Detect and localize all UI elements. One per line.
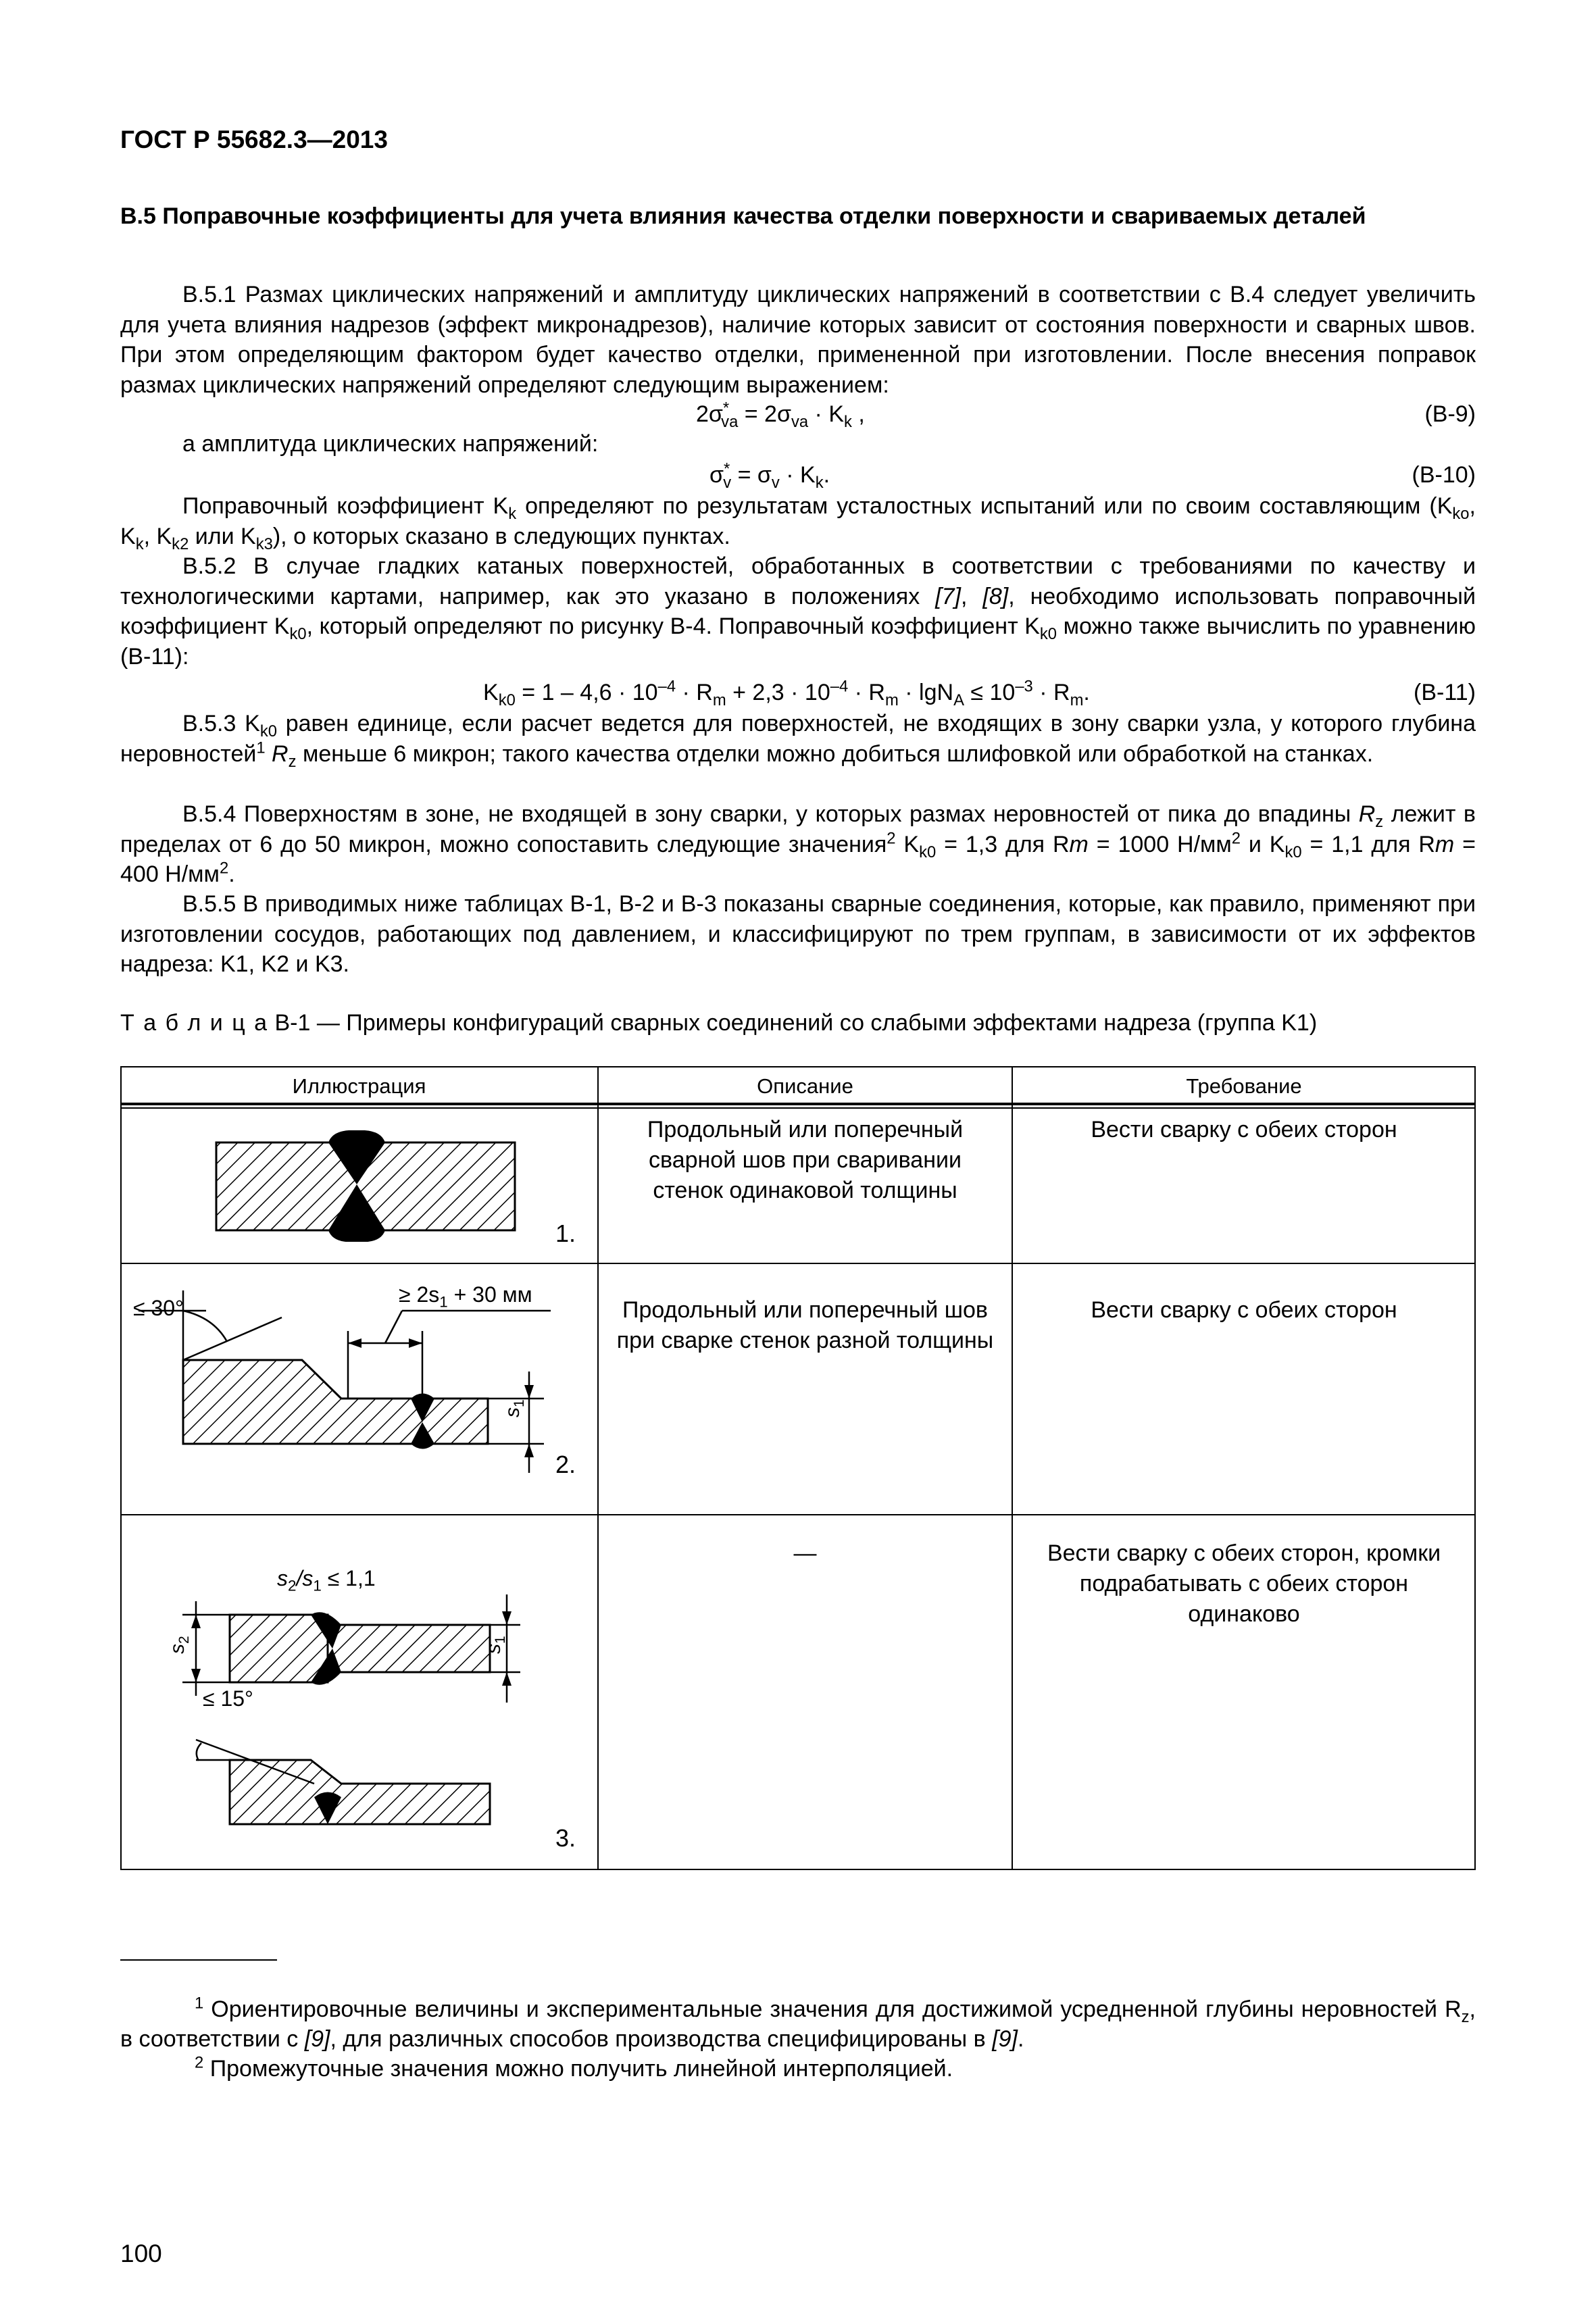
- equation-number-b11: (В-11): [1414, 680, 1476, 705]
- row1-number: 1.: [555, 1219, 576, 1247]
- table-caption: Т а б л и ц а В-1 — Примеры конфигураций сварных соединений со слабыми эффектами надреза (группа K1): [120, 1010, 1318, 1036]
- footnote-separator: [120, 1959, 277, 1961]
- column-header-description: Описание: [757, 1074, 853, 1098]
- row2-description: Продольный или поперечный шов при сварке стенок разной толщины: [616, 1297, 994, 1353]
- column-header-illustration: Иллюстрация: [292, 1074, 426, 1098]
- fig3-angle-label: ≤ 15°: [203, 1686, 253, 1711]
- paragraph-b51: В.5.1 Размах циклических напряжений и амплитуду циклических напряжений в соответствии с В.4 следует увеличить для учета влияния надрезов (эффект микронадрезов), наличие которых зависит от состояния поверхности и сварных швов. При этом определяющим фактором будет качество отделки, примененной при изготовлении. После внесения поправок размах циклических напряжений определяют следующим выражением:: [120, 282, 1476, 398]
- row2-number: 2.: [555, 1451, 576, 1478]
- footnote-2: $^2$ Промежуточные значения можно получить линейной интерполяцией.: [195, 2053, 953, 2082]
- paragraph-b54: В.5.4 Поверхностям в зоне, не входящей в зону сварки, у которых размах неровностей от пика до впадины $R_z$ лежит в пределах от 6 до 50 микрон, можно сопоставить следующие значения$^2$ $K_{k0} = 1,3$ для Rm = 1000 $Н/мм^2$ и $K_{k0} = 1,1$ для Rm = 400 $Н/мм^2$.: [120, 801, 1476, 887]
- fig2-angle-label: ≤ 30°: [133, 1296, 184, 1320]
- equation-b9: $2\sigma^*_{va} = 2\sigma_{va} \cdot K_k$ ,: [696, 399, 865, 431]
- row3-description: —: [793, 1540, 817, 1566]
- equation-b10: $\sigma^*_v = \sigma_v \cdot K_k$.: [709, 459, 830, 492]
- fig3-right-thickness-label: $s_1$: [482, 1636, 508, 1654]
- fig2-length-label: ≥ $2s_1 + 30$ мм: [399, 1282, 532, 1311]
- row1-requirement: Вести сварку с обеих сторон: [1091, 1117, 1397, 1142]
- column-header-requirement: Требование: [1186, 1074, 1302, 1098]
- equation-b11: $K_{k0} = 1 - 4,6 \cdot 10^{-4} \cdot R_m + 2,3 \cdot 10^{-4} \cdot R_m \cdot \lg N_A \le 10^{-3} \cdot R_m$.: [483, 677, 1090, 709]
- fig3-left-thickness-label: $s_2$: [166, 1636, 192, 1654]
- equation-number-b9: (В-9): [1424, 401, 1476, 427]
- weld-illustration-equal-thickness: [215, 1130, 519, 1242]
- page-number: 100: [120, 2240, 162, 2267]
- paragraph-b52: В.5.2 В случае гладких катаных поверхностей, обработанных в соответствии с требованиями по качеству и технологическими картами, например, как это указано в положениях [7], [8], необходимо использовать поправочный коэффициент $K_{k0}$, который определяют по рисунку В-4. Поправочный коэффициент $K_{k0}$ можно также вычислить по уравнению (В-11):: [120, 553, 1476, 670]
- document-header: ГОСТ Р 55682.3—2013: [120, 126, 388, 153]
- amplitude-intro: а амплитуда циклических напряжений:: [182, 431, 599, 457]
- footnote-1: $^1$ Ориентировочные величины и экспериментальные значения для достижимой усредненной глубины неровностей $R_z$, в соответствии с [9], для различных способов производства специфицированы в [9].: [120, 1994, 1476, 2052]
- section-heading: В.5 Поправочные коэффициенты для учета влияния качества отделки поверхности и свариваемых деталей: [120, 203, 1366, 229]
- row2-requirement: Вести сварку с обеих сторон: [1091, 1297, 1397, 1323]
- fig2-thickness-label: $s_1$: [501, 1399, 527, 1417]
- row3-requirement: Вести сварку с обеих сторон, кромки подрабатывать с обеих сторон одинаково: [1047, 1540, 1441, 1627]
- equation-number-b10: (В-10): [1412, 462, 1476, 488]
- paragraph-b53: В.5.3 $K_{k0}$ равен единице, если расчет ведется для поверхностей, не входящих в зону сварки узла, у которого глубина неровностей$^1$ $R_z$ меньше 6 микрон; такого качества отделки можно добиться шлифовкой или обработкой на станках.: [120, 711, 1476, 771]
- paragraph-correction-factor: Поправочный коэффициент $K_k$ определяют по результатам усталостных испытаний или по своим составляющим ($K_{ko}$, $K_k$, $K_{k2}$ или $K_{k3}$), о которых сказано в следующих пунктах.: [120, 493, 1476, 553]
- row3-number: 3.: [555, 1824, 576, 1852]
- fig3-ratio-label: $s_2/s_1 \le 1,1$: [277, 1566, 376, 1594]
- paragraph-b55: В.5.5 В приводимых ниже таблицах В-1, В-2 и В-3 показаны сварные соединения, которые, как правило, применяют при изготовлении сосудов, работающих под давлением, и классифицируют по трем группам, в зависимости от их эффектов надреза: K1, K2 и K3.: [120, 891, 1476, 977]
- row1-description: Продольный или поперечный сварной шов при сваривании стенок одинаковой толщины: [647, 1117, 964, 1203]
